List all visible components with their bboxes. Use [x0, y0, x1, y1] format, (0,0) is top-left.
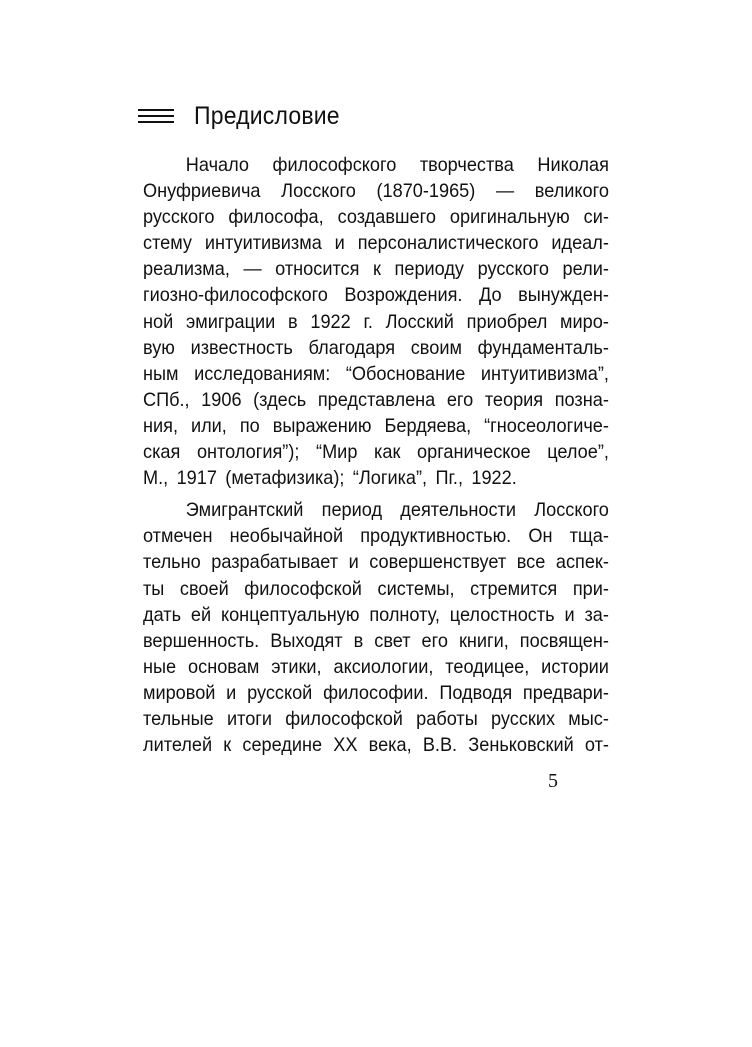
text-line: вершенность. Выходят в свет его книги, посвящен- [143, 629, 609, 652]
text-line: ты своей философской системы, стремится при- [143, 577, 609, 600]
text-line: Эмигрантский период деятельности Лосского [185, 499, 609, 522]
body-text [143, 152, 609, 758]
text-line: дать ей концептуальную полноту, целостность и за- [143, 603, 609, 626]
section-lines-icon [138, 109, 174, 123]
text-line: тельно разрабатывает и совершенствует все аспек- [143, 551, 609, 574]
text-line: ные основам этики, аксиологии, теодицее, истории [143, 655, 609, 678]
text-line: русского философа, создавшего оригинальную си- [143, 206, 609, 229]
text-line: ния, или, по выражению Бердяева, “гносеологиче- [143, 414, 609, 437]
text-line: гиозно-философского Возрождения. До вынужден- [143, 284, 609, 307]
text-line: ной эмиграции в 1922 г. Лосский приобрел миро- [143, 310, 609, 333]
page-title: Предисловие [194, 101, 340, 130]
text-line: реализма, — относится к периоду русского рели- [143, 258, 609, 281]
text-line: ская онтология”); “Мир как органическое целое”, [143, 441, 609, 464]
text-line: вую известность благодаря своим фундаменталь- [143, 336, 609, 359]
text-line: мировой и русской философии. Подводя предвари- [143, 681, 609, 704]
text-line: стему интуитивизма и персоналистического идеал- [143, 232, 609, 255]
text-line: Начало философского творчества Николая [185, 154, 609, 176]
paragraph [143, 497, 609, 758]
text-line: отмечен необычайной продуктивностью. Он тща- [143, 525, 609, 548]
text-line: лителей к середине XX века, В.В. Зеньковский от- [143, 734, 609, 757]
text-line: Онуфриевича Лосского (1870-1965) — великого [143, 180, 609, 203]
paragraph [143, 152, 609, 491]
text-line: ным исследованиям: “Обоснование интуитивизма”, [143, 362, 609, 385]
page-number: 5 [548, 770, 558, 792]
text-line: тельные итоги философской работы русских мыс- [143, 707, 609, 730]
text-line: М., 1917 (метафизика); “Логика”, Пг., 1922. [143, 467, 517, 490]
text-line: СПб., 1906 (здесь представлена его теория позна- [143, 388, 609, 411]
section-heading [138, 100, 352, 132]
